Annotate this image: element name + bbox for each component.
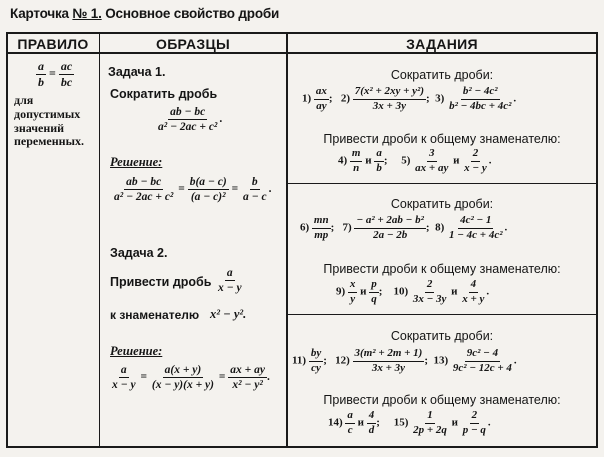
table-top-border <box>6 32 598 34</box>
task-12-denominator: 3x + 3y <box>371 361 406 374</box>
sol1-f3-denominator: a − c <box>243 191 267 204</box>
task-block-divider-2 <box>287 314 597 315</box>
task-10-a-numerator: 2 <box>425 279 435 293</box>
solution2-label: Решение: <box>110 344 163 358</box>
block3-common-label: Привести дроби к общему знаменателю: <box>323 393 561 407</box>
task-4-a-denominator: n <box>353 161 360 174</box>
task-14-number: 14) <box>328 416 343 429</box>
task2-denominator: x − y <box>218 282 242 295</box>
task-5-a-numerator: 3 <box>427 148 437 162</box>
task-10-b-numerator: 4 <box>469 279 479 293</box>
task-9-and: и <box>360 285 367 298</box>
task1-text: Сократить дробь <box>110 87 218 101</box>
rule-formula <box>36 60 74 88</box>
task-15-punct: . <box>487 416 491 429</box>
block3-reduce-row <box>292 348 517 374</box>
task-8-number: 8) <box>435 221 445 234</box>
task1-denominator: a² − 2ac + c² <box>158 121 218 134</box>
block1-common-row <box>338 148 491 174</box>
task-2-fraction <box>353 86 426 112</box>
task-5-and: и <box>453 154 460 167</box>
task-15-a-denominator: 2p + 2q <box>413 423 447 436</box>
task-14-a-numerator: a <box>345 410 355 424</box>
task-8-denominator: 1 − 4c + 4c² <box>449 228 503 241</box>
sol2-f1-numerator: a <box>119 364 129 378</box>
task2-text2: к знаменателю <box>110 308 200 322</box>
sol1-f1-numerator: ab − bc <box>124 176 163 190</box>
task-15-b-denominator: p − q <box>462 423 486 436</box>
task-1-denominator: ay <box>316 99 327 112</box>
sol1-period: . <box>268 183 272 196</box>
table-left-border <box>6 32 8 447</box>
rule-text: для допустимых значений переменных. <box>14 93 84 149</box>
block2-common-label: Привести дроби к общему знаменателю: <box>323 262 561 276</box>
sol1-f2-numerator: b(a − c) <box>188 176 229 190</box>
task-12-number: 12) <box>335 354 350 367</box>
block2-reduce-row <box>300 215 507 241</box>
block2-common-row <box>336 279 489 305</box>
task-2-punct: ; <box>426 92 430 105</box>
sol2-f3-denominator: x² − y² <box>232 379 263 392</box>
task-1-fraction <box>314 86 329 112</box>
header-bottom-border <box>6 52 598 54</box>
task-8-numerator: 4c² − 1 <box>458 215 493 229</box>
task-4-b-denominator: b <box>376 161 382 174</box>
task-11-number: 11) <box>292 354 307 367</box>
task-10-and: и <box>451 285 458 298</box>
task-15-b-numerator: 2 <box>470 410 480 424</box>
task-2-numerator: 7(x² + 2xy + y²) <box>353 86 426 100</box>
column-divider-2 <box>286 32 288 447</box>
task-3-punct: . <box>513 92 517 105</box>
task-9-b-denominator: q <box>371 292 377 305</box>
sol1-f2-denominator: (a − c)² <box>190 191 226 204</box>
task-5-b-denominator: x − y <box>464 161 487 174</box>
table-right-border <box>596 32 598 447</box>
task2-fraction <box>216 267 244 294</box>
task-10-punct: . <box>486 285 490 298</box>
card-topic: Основное свойство дроби <box>105 6 280 21</box>
task-6-numerator: mn <box>312 215 331 229</box>
sol2-period: . <box>266 371 270 384</box>
task-block-divider-1 <box>287 183 597 184</box>
block1-reduce-label: Сократить дроби: <box>390 68 494 82</box>
task-10-b-denominator: x + y <box>462 292 485 305</box>
task-6-number: 6) <box>300 221 310 234</box>
task-15-a-numerator: 1 <box>425 410 435 424</box>
task-7-punct: ; <box>425 221 430 234</box>
sol2-f2-denominator: (x − y)(x + y) <box>151 379 214 392</box>
solution1-equation: $\frac{ab - bc}{\text{a² − 2ac + c²}}$ = $\frac{b(a - c)}{\text{(a − c)²}}$ = $\frac{b}{a - c}$ . <box>114 176 272 204</box>
card-number: № 1. <box>72 6 102 21</box>
task-1-numerator: ax <box>314 86 329 100</box>
task-9-number: 9) <box>336 285 346 298</box>
sol1-f1-denominator: a² − 2ac + c² <box>114 191 174 204</box>
task-1-number: 1) <box>302 92 312 105</box>
rule-fraction-right <box>59 60 74 88</box>
block3-common-row <box>328 410 491 436</box>
task-5-number: 5) <box>401 154 411 167</box>
task-6-punct: ; <box>330 221 335 234</box>
task-11-punct: ; <box>323 354 327 367</box>
task-7-numerator: − a² + 2ab − b² <box>354 215 425 229</box>
task2-target-denominator: x² − y². <box>210 307 247 321</box>
task-4-punct: ; <box>383 154 388 167</box>
rule-right-denominator: bc <box>60 74 73 89</box>
task-9-a-numerator: x <box>348 279 358 293</box>
header-samples: ОБРАЗЦЫ <box>156 36 230 52</box>
card-title <box>10 6 279 21</box>
task-6-denominator: mp <box>314 228 329 241</box>
task-14-b-denominator: d <box>368 423 375 436</box>
task-4-number: 4) <box>338 154 348 167</box>
header-tasks: ЗАДАНИЯ <box>406 36 478 52</box>
task1-period: . <box>219 113 223 126</box>
rule-right-numerator: ac <box>60 59 73 73</box>
task2-title: Задача 2. <box>110 246 168 260</box>
sol2-f2-numerator: a(x + y) <box>163 364 204 378</box>
sol2-f3-numerator: ax + ay <box>228 364 267 378</box>
task-3-denominator: b² − 4bc + 4c² <box>449 99 512 112</box>
task-1-punct: ; <box>328 92 333 105</box>
solution1-label: Решение: <box>110 155 163 169</box>
task-12-punct: ; <box>424 354 428 367</box>
task-13-number: 13) <box>433 354 449 367</box>
task-4-a-numerator: m <box>350 148 363 162</box>
task-9-a-denominator: y <box>350 292 356 305</box>
task-15-and: и <box>451 416 458 429</box>
task-14-punct: ; <box>376 416 380 429</box>
task-13-punct: . <box>513 354 517 367</box>
task-7-denominator: 2a − 2b <box>373 228 408 241</box>
task-3-numerator: b² − 4c² <box>461 86 500 100</box>
task2-text: Привести дробь <box>110 275 212 289</box>
block2-reduce-label: Сократить дроби: <box>390 197 494 211</box>
sol1-f3-numerator: b <box>250 176 260 190</box>
task1-numerator: ab − bc <box>168 106 207 120</box>
task1-fraction <box>156 106 222 133</box>
task-5-b-numerator: 2 <box>471 148 481 162</box>
rule-left-denominator: b <box>38 74 44 89</box>
rule-left-numerator: a <box>38 59 44 73</box>
block1-reduce-row <box>302 86 516 112</box>
task-8-punct: . <box>504 221 508 234</box>
task2-numerator: a <box>225 267 235 281</box>
task-9-punct: ; <box>378 285 383 298</box>
task-11-denominator: cy <box>311 361 321 374</box>
sol2-f1-denominator: x − y <box>112 379 136 392</box>
task-5-punct: . <box>488 154 492 167</box>
task-4-b-numerator: a <box>374 148 384 162</box>
table-bottom-border <box>6 446 598 448</box>
task-10-a-denominator: 3x − 3y <box>412 292 447 305</box>
column-divider-1 <box>99 32 100 447</box>
task-14-and: и <box>357 416 365 429</box>
task-13-denominator: 9c² − 12c + 4 <box>452 361 512 374</box>
block3-reduce-label: Сократить дроби: <box>390 329 494 343</box>
header-rule: ПРАВИЛО <box>17 36 89 52</box>
task-10-number: 10) <box>393 285 409 298</box>
rule-fraction-left <box>36 60 46 88</box>
card-title-prefix: Карточка <box>10 6 69 21</box>
task-7-number: 7) <box>342 221 352 234</box>
task-12-numerator: 3(m² + 2m + 1) <box>353 348 425 362</box>
task-14-b-numerator: 4 <box>367 410 377 424</box>
task1-title: Задача 1. <box>108 65 166 79</box>
task-11-numerator: by <box>309 348 323 362</box>
block1-common-label: Привести дроби к общему знаменателю: <box>323 132 561 146</box>
task-3-fraction <box>447 86 513 112</box>
solution2-equation: $\frac{a}{x - y}$ = $\frac{a(x + y)}{(x - y)(x + y)}$ = $\frac{ax + ay}{\text{x² − y²}}$ . <box>112 364 270 392</box>
task-2-number: 2) <box>340 92 351 105</box>
task-2-denominator: 3x + 3y <box>372 99 406 112</box>
rule-equals: = <box>49 65 56 80</box>
task-3-number: 3) <box>435 92 445 105</box>
task-9-b-numerator: p <box>369 279 379 293</box>
task-14-a-denominator: c <box>347 423 353 436</box>
task-5-a-denominator: ax + ay <box>415 161 449 174</box>
task-15-number: 15) <box>393 416 409 429</box>
task-13-numerator: 9c² − 4 <box>465 348 500 362</box>
task-4-and: и <box>365 154 372 167</box>
